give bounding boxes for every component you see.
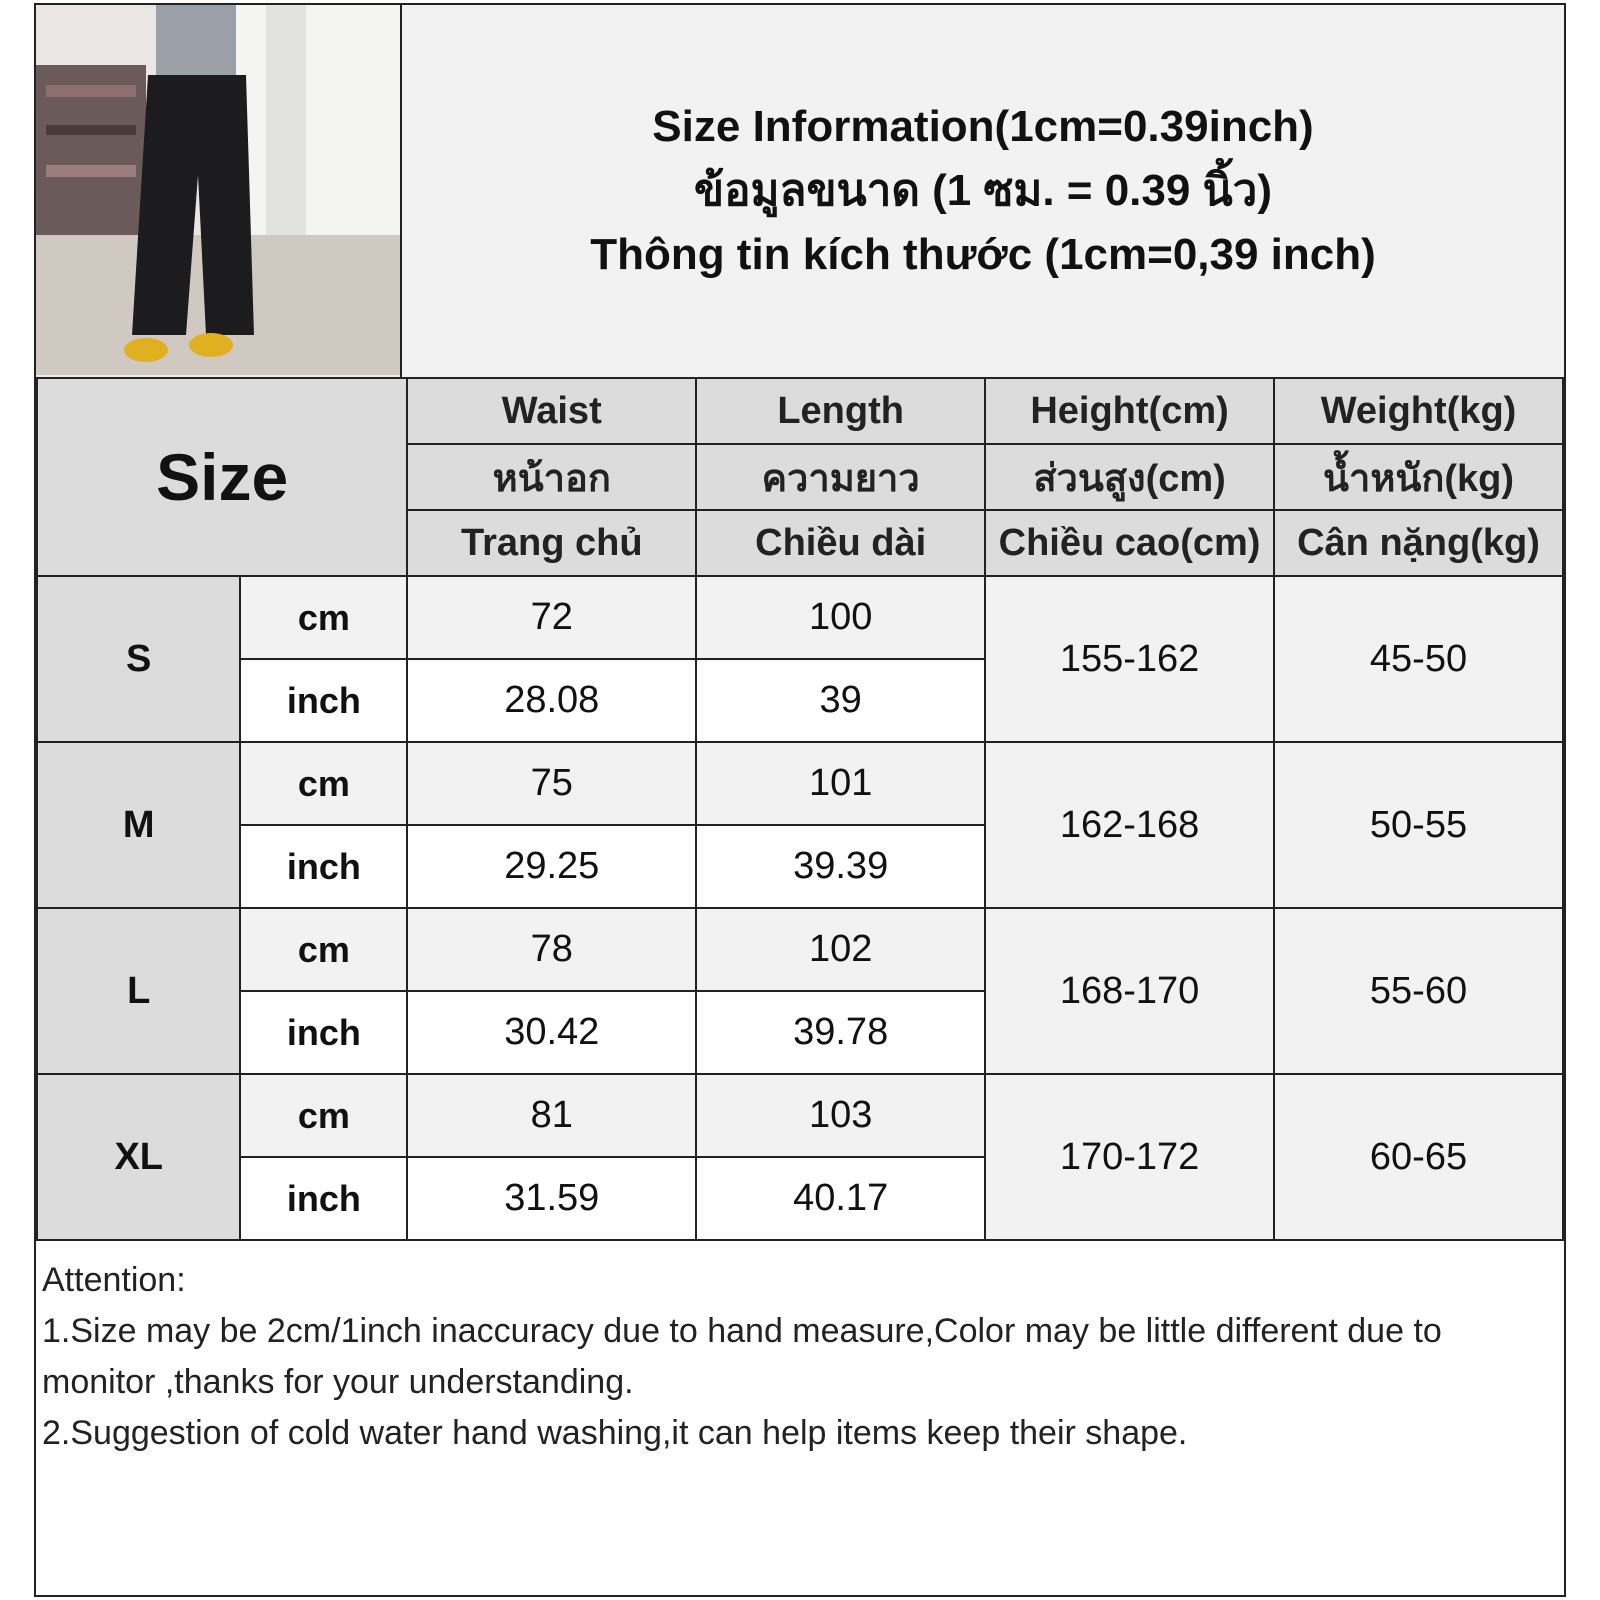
unit-inch: inch: [240, 1157, 407, 1240]
unit-cm: cm: [240, 1074, 407, 1157]
notes-heading: Attention:: [42, 1261, 186, 1299]
col-header-weight-vi: Cân nặng(kg): [1274, 510, 1563, 576]
weight-range: 55-60: [1274, 908, 1563, 1074]
waist-cm: 72: [407, 576, 696, 659]
col-header-height-vi: Chiều cao(cm): [985, 510, 1274, 576]
size-label: M: [37, 742, 240, 908]
col-header-waist-vi: Trang chủ: [407, 510, 696, 576]
length-inch: 39.78: [696, 991, 985, 1074]
weight-range: 45-50: [1274, 576, 1563, 742]
length-inch: 40.17: [696, 1157, 985, 1240]
height-range: 162-168: [985, 742, 1274, 908]
col-header-waist: Waist: [407, 378, 696, 444]
size-label: L: [37, 908, 240, 1074]
waist-inch: 29.25: [407, 825, 696, 908]
size-chart: [34, 3, 1566, 1597]
waist-cm: 75: [407, 742, 696, 825]
weight-range: 60-65: [1274, 1074, 1563, 1240]
length-inch: 39: [696, 659, 985, 742]
waist-inch: 28.08: [407, 659, 696, 742]
size-label: XL: [37, 1074, 240, 1240]
unit-cm: cm: [240, 908, 407, 991]
title-vietnamese: Thông tin kích thước (1cm=0,39 inch): [590, 230, 1376, 279]
height-range: 155-162: [985, 576, 1274, 742]
waist-inch: 31.59: [407, 1157, 696, 1240]
col-header-height-th: ส่วนสูง(cm): [985, 444, 1274, 510]
col-header-waist-th: หน้าอก: [407, 444, 696, 510]
size-header: Size: [37, 378, 407, 576]
table-row: [37, 742, 1563, 825]
col-header-weight: Weight(kg): [1274, 378, 1563, 444]
height-range: 170-172: [985, 1074, 1274, 1240]
title-thai: ข้อมูลขนาด (1 ซม. = 0.39 นิ้ว): [693, 166, 1272, 215]
unit-inch: inch: [240, 825, 407, 908]
length-cm: 100: [696, 576, 985, 659]
product-photo: [36, 5, 402, 377]
col-header-length-vi: Chiều dài: [696, 510, 985, 576]
length-cm: 102: [696, 908, 985, 991]
col-header-height: Height(cm): [985, 378, 1274, 444]
length-cm: 101: [696, 742, 985, 825]
size-label: S: [37, 576, 240, 742]
header-row-english: [37, 378, 1563, 444]
title-english: Size Information(1cm=0.39inch): [652, 102, 1314, 151]
note-item: 2.Suggestion of cold water hand washing,it can help items keep their shape.: [42, 1414, 1188, 1452]
weight-range: 50-55: [1274, 742, 1563, 908]
col-header-length: Length: [696, 378, 985, 444]
table-row: [37, 908, 1563, 991]
waist-cm: 81: [407, 1074, 696, 1157]
attention-notes: [42, 1255, 1556, 1459]
table-row: [37, 1074, 1563, 1157]
col-header-weight-th: น้ำหนัก(kg): [1274, 444, 1563, 510]
size-info-title: [402, 5, 1564, 377]
waist-inch: 30.42: [407, 991, 696, 1074]
unit-cm: cm: [240, 576, 407, 659]
size-table: [36, 377, 1564, 1241]
model-wearing-pants-image: [36, 5, 400, 375]
col-header-length-th: ความยาว: [696, 444, 985, 510]
note-item: 1.Size may be 2cm/1inch inaccuracy due to hand measure,Color may be little different due to monitor ,thanks for your understanding.: [42, 1312, 1442, 1401]
table-row: [37, 576, 1563, 659]
length-cm: 103: [696, 1074, 985, 1157]
unit-inch: inch: [240, 659, 407, 742]
length-inch: 39.39: [696, 825, 985, 908]
unit-inch: inch: [240, 991, 407, 1074]
unit-cm: cm: [240, 742, 407, 825]
waist-cm: 78: [407, 908, 696, 991]
height-range: 168-170: [985, 908, 1274, 1074]
